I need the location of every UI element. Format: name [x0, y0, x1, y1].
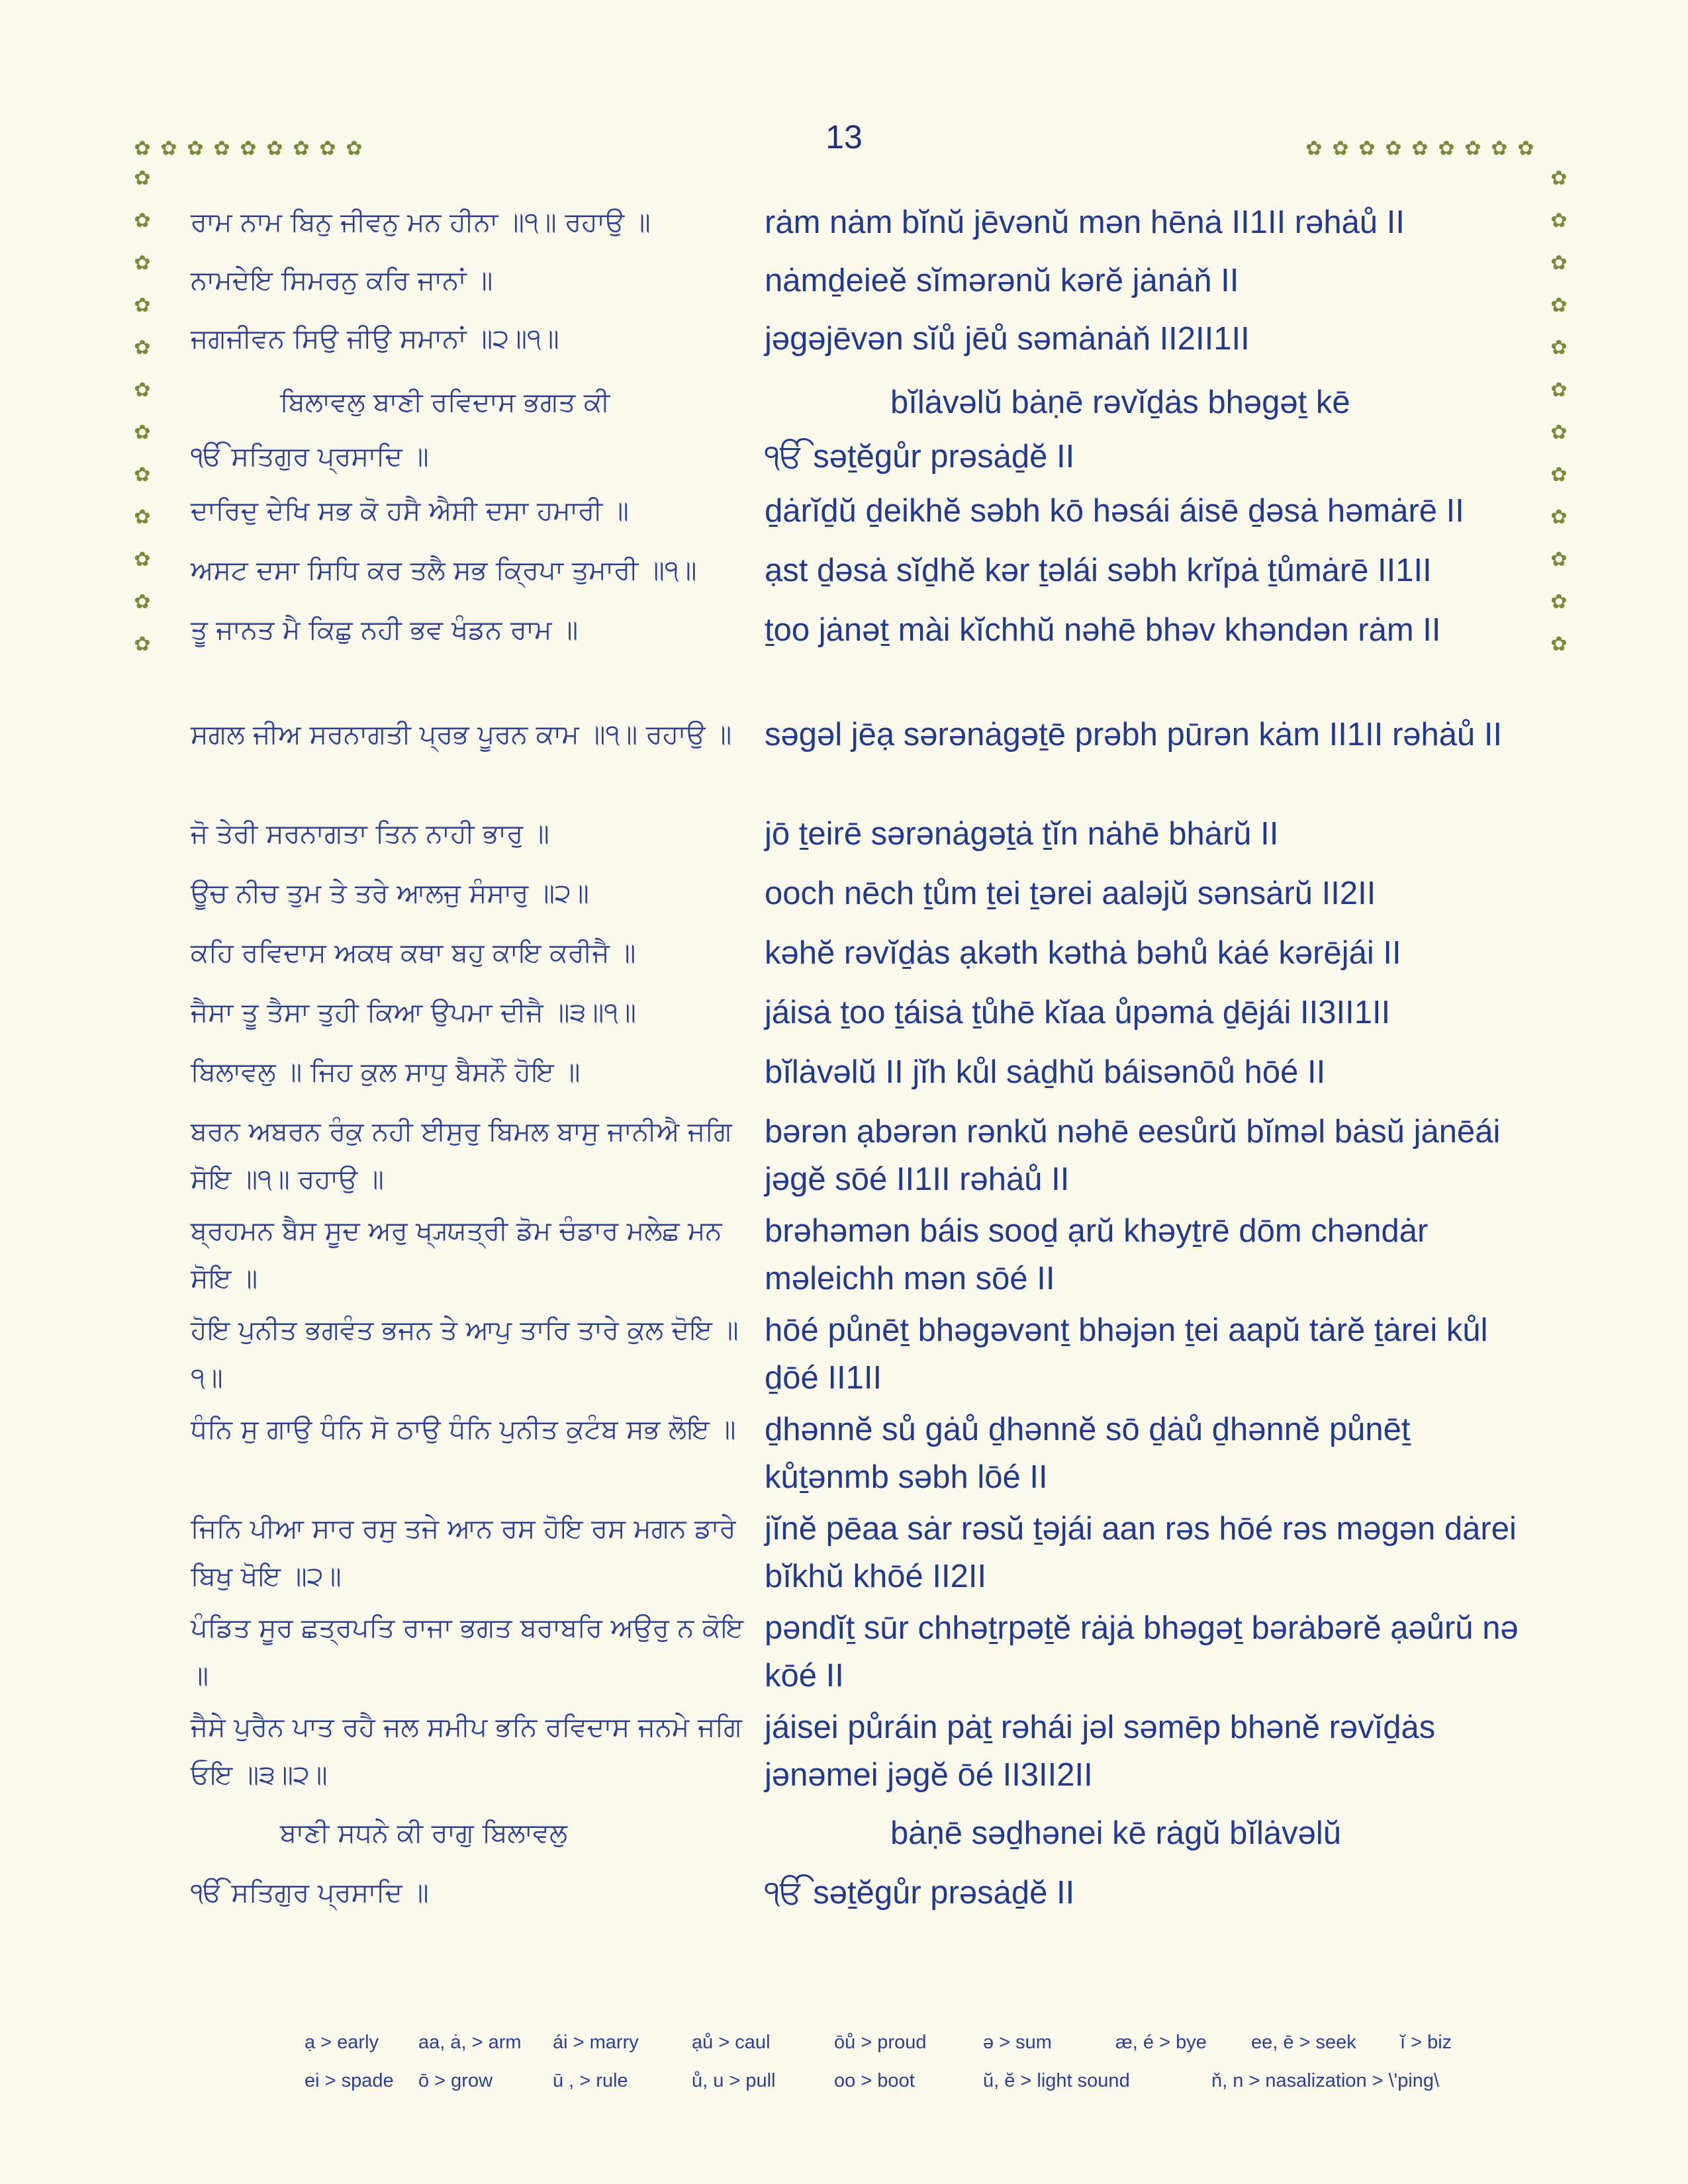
flower-ornament-icon: ✿: [1550, 379, 1568, 402]
section-heading-gurmukhi: ਬਾਣੀ ਸਧਨੇ ਕੀ ਰਾਗੁ ਬਿਲਾਵਲੁ: [280, 1818, 567, 1848]
transliteration-line: bĭlȧvəlŭ II jĭh kůl sȧḏhŭ báisənōů hōé II: [765, 1054, 1326, 1090]
legend-entry: ĭ > biz: [1400, 2032, 1452, 2053]
flower-ornament-icon: ✿: [346, 137, 363, 160]
legend-entry: ái > marry: [553, 2032, 639, 2053]
flower-ornament-icon: ✿: [134, 167, 151, 190]
flower-ornament-icon: ✿: [134, 137, 151, 160]
flower-ornament-icon: ✿: [134, 336, 151, 359]
flower-ornament-icon: ✿: [187, 137, 204, 160]
legend-entry: oo > boot: [834, 2070, 915, 2091]
legend-entry: ee, ē > seek: [1251, 2032, 1356, 2053]
transliteration-line: ṯoo jȧnəṯ mài kĭchhŭ nəhē bhəv khəndən rȧm II: [765, 612, 1441, 648]
flower-ornament-icon: ✿: [134, 590, 151, 614]
flower-ornament-icon: ✿: [1550, 167, 1568, 190]
section-heading-translit: bĭlȧvəlŭ bȧṇē rəvĭḏȧs bhəgəṯ kē: [890, 385, 1350, 420]
transliteration-line: səgəl jēạ sərənȧgəṯē prəbh pūrən kȧm II1II rəhȧů II: [765, 717, 1503, 752]
flower-ornament-icon: ✿: [213, 137, 230, 160]
flower-ornament-icon: ✿: [1305, 137, 1323, 160]
legend-row: [305, 2032, 1496, 2070]
flower-ornament-icon: ✿: [1491, 137, 1508, 160]
legend-row: [305, 2070, 1496, 2109]
gurmukhi-line: ਤੂ ਜਾਨਤ ਮੈ ਕਿਛੁ ਨਹੀ ਭਵ ਖੰਡਨ ਰਾਮ ॥: [191, 615, 579, 645]
gurmukhi-line: ਨਾਮਦੇਇ ਸਿਮਰਨੁ ਕਰਿ ਜਾਨਾਂ ॥: [191, 265, 493, 296]
gurmukhi-line: ਹੋਇ ਪੁਨੀਤ ਭਗਵੰਤ ਭਜਨ ਤੇ ਆਪੁ ਤਾਰਿ ਤਾਰੇ ਕੁਲ ਦੋਇ ॥੧॥: [191, 1315, 739, 1393]
flower-ornament-icon: ✿: [134, 463, 151, 486]
flower-ornament-icon: ✿: [1550, 590, 1568, 614]
section-heading-gurmukhi: ਬਿਲਾਵਲੁ ਬਾਣੀ ਰਵਿਦਾਸ ਭਗਤ ਕੀ: [280, 387, 610, 418]
gurmukhi-line: ਕਹਿ ਰਵਿਦਾਸ ਅਕਥ ਕਥਾ ਬਹੁ ਕਾਇ ਕਰੀਜੈ ॥: [191, 938, 636, 968]
flower-ornament-icon: ✿: [1550, 294, 1568, 317]
legend-entry: ů, u > pull: [692, 2070, 776, 2091]
gurmukhi-line: ਜਗਜੀਵਨ ਸਿਉ ਜੀਉ ਸਮਾਨਾਂ ॥੨॥੧॥: [191, 324, 559, 354]
gurmukhi-line: ਦਾਰਿਦੁ ਦੇਖਿ ਸਭ ਕੋ ਹਸੈ ਐਸੀ ਦਸਾ ਹਮਾਰੀ ॥: [191, 496, 629, 526]
gurmukhi-line: ੴ ਸਤਿਗੁਰ ਪ੍ਰਸਾਦਿ ॥: [191, 1878, 429, 1908]
legend-entry: ō > grow: [418, 2070, 493, 2091]
legend-entry: ạů > caul: [692, 2032, 771, 2053]
transliteration-line: jáisȧ ṯoo ṯáisȧ ṯůhē kĭaa ůpəmȧ ḏējái II3II1II: [765, 995, 1391, 1030]
transliteration-line: jĭnĕ pēaa sȧr rəsŭ ṯəjái aan rəs hōé rəs məgən dȧrei bĭkhŭ khōé II2II: [765, 1511, 1517, 1594]
transliteration-line: kəhĕ rəvĭḏȧs ạkəth kəthȧ bəhů kȧé kərējái II: [765, 935, 1401, 971]
transliteration-line: ạst ḏəsȧ sĭḏhĕ kər ṯəlái səbh krĭpȧ ṯůmȧrē II1II: [765, 553, 1432, 588]
gurmukhi-line: ੴ ਸਤਿਗੁਰ ਪ੍ਰਸਾਦਿ ॥: [191, 441, 429, 472]
flower-ornament-icon: ✿: [1550, 633, 1568, 656]
flower-ornament-icon: ✿: [160, 137, 177, 160]
flower-ornament-icon: ✿: [1438, 137, 1455, 160]
legend-entry: aa, ȧ, > arm: [418, 2032, 522, 2053]
flower-ornament-icon: ✿: [134, 379, 151, 402]
gurmukhi-line: ਰਾਮ ਨਾਮ ਬਿਨੁ ਜੀਵਨੁ ਮਨ ਹੀਨਾ ॥੧॥ ਰਹਾਉ ॥: [191, 207, 651, 238]
gurmukhi-line: ਜਿਨਿ ਪੀਆ ਸਾਰ ਰਸੁ ਤਜੇ ਆਨ ਰਸ ਹੋਇ ਰਸ ਮਗਨ ਡਾਰੇ ਬਿਖੁ ਖੋਇ ॥੨॥: [191, 1514, 736, 1592]
legend-entry: ei > spade: [305, 2070, 394, 2091]
flower-ornament-icon: ✿: [134, 633, 151, 656]
flower-ornament-icon: ✿: [1332, 137, 1349, 160]
flower-ornament-icon: ✿: [1550, 251, 1568, 275]
flower-ornament-icon: ✿: [1411, 137, 1429, 160]
transliteration-line: nȧmḏeieĕ sĭmərənŭ kərĕ jȧnȧň II: [765, 263, 1239, 298]
gurmukhi-line: ਜੈਸੇ ਪੁਰੈਨ ਪਾਤ ਰਹੈ ਜਲ ਸਮੀਪ ਭਨਿ ਰਵਿਦਾਸ ਜਨਮੇ ਜਗਿ ਓਇ ॥੩॥੨॥: [191, 1712, 742, 1790]
gurmukhi-line: ਸਗਲ ਜੀਅ ਸਰਨਾਗਤੀ ਪ੍ਰਭ ਪੂਰਨ ਕਾਮ ॥੧॥ ਰਹਾਉ ॥: [191, 719, 732, 750]
flower-ornament-icon: ✿: [1517, 137, 1534, 160]
transliteration-line: jəgəjēvən sĭů jēů səmȧnȧň II2II1II: [765, 321, 1250, 357]
transliteration-line: bərən ạbərən rənkŭ nəhē eesůrŭ bĭməl bȧsŭ jȧnēái jəgĕ sōé II1II rəhȧů II: [765, 1114, 1501, 1197]
gurmukhi-line: ਧੰਨਿ ਸੁ ਗਾਉ ਧੰਨਿ ਸੋ ਠਾਉ ਧੰਨਿ ਪੁਨੀਤ ਕੁਟੰਬ ਸਭ ਲੋਇ ॥: [191, 1414, 736, 1445]
flower-ornament-icon: ✿: [1550, 336, 1568, 359]
pronunciation-legend: [305, 2032, 1496, 2109]
gurmukhi-line: ਅਸਟ ਦਸਾ ਸਿਧਿ ਕਰ ਤਲੈ ਸਭ ਕ੍ਰਿਪਾ ਤੁਮਾਰੀ ॥੧॥: [191, 555, 697, 586]
section-heading-translit: bȧṇē səḏhənei kē rȧgŭ bĭlȧvəlŭ: [890, 1815, 1342, 1851]
flower-ornament-icon: ✿: [1550, 209, 1568, 232]
legend-entry: ŭ, ĕ > light sound: [983, 2070, 1130, 2091]
transliteration-line: ḏȧrĭḏŭ ḏeikhĕ səbh kō həsái áisē ḏəsȧ həmȧrē II: [765, 493, 1464, 529]
flower-ornament-icon: ✿: [1550, 506, 1568, 529]
flower-ornament-icon: ✿: [1550, 463, 1568, 486]
flower-ornament-icon: ✿: [293, 137, 310, 160]
flower-ornament-icon: ✿: [240, 137, 257, 160]
gurmukhi-line: ਜੈਸਾ ਤੂ ਤੈਸਾ ਤੁਹੀ ਕਿਆ ਉਪਮਾ ਦੀਜੈ ॥੩॥੧॥: [191, 997, 636, 1028]
transliteration-line: jō ṯeirē sərənȧgəṯȧ ṯĭn nȧhē bhȧrŭ II: [765, 816, 1279, 852]
flower-ornament-icon: ✿: [134, 548, 151, 571]
flower-ornament-icon: ✿: [134, 294, 151, 317]
gurmukhi-line: ਬਰਨ ਅਬਰਨ ਰੰਕੁ ਨਹੀ ਈਸੁਰੁ ਬਿਮਲ ਬਾਸੁ ਜਾਨੀਐ ਜਗਿ ਸੋਇ ॥੧॥ ਰਹਾਉ ॥: [191, 1116, 732, 1195]
flower-ornament-icon: ✿: [1550, 548, 1568, 571]
transliteration-line: hōé půnēṯ bhəgəvənṯ bhəjən ṯei aapŭ tȧrĕ ṯȧrei kůl ḏōé II1II: [765, 1312, 1488, 1396]
transliteration-line: ooch nēch ṯům ṯei ṯərei aaləjŭ sənsȧrŭ II2II: [765, 876, 1376, 911]
legend-entry: ə > sum: [983, 2032, 1052, 2053]
legend-entry: ōů > proud: [834, 2032, 927, 2053]
gurmukhi-line: ਊਚ ਨੀਚ ਤੁਮ ਤੇ ਤਰੇ ਆਲਜੁ ਸੰਸਾਰੁ ॥੨॥: [191, 878, 589, 909]
legend-entry: ū , > rule: [553, 2070, 628, 2091]
flower-ornament-icon: ✿: [134, 421, 151, 444]
transliteration-line: rȧm nȧm bĭnŭ jēvənŭ mən hēnȧ II1II rəhȧů II: [765, 205, 1405, 240]
transliteration-line: jáisei půráin pȧṯ rəhái jəl səmēp bhənĕ rəvĭḏȧs jənəmei jəgĕ ōé II3II2II: [765, 1709, 1436, 1793]
legend-entry: æ, é > bye: [1115, 2032, 1207, 2053]
flower-ornament-icon: ✿: [134, 251, 151, 275]
transliteration-line: brəhəmən báis sooḏ ạrŭ khəyṯrē dōm chəndȧr məleichh mən sōé II: [765, 1213, 1429, 1297]
flower-ornament-icon: ✿: [266, 137, 283, 160]
flower-ornament-icon: ✿: [1550, 421, 1568, 444]
transliteration-line: ḏhənnĕ sů gȧů ḏhənnĕ sō ḏȧů ḏhənnĕ půnēṯ kůṯənmb səbh lōé II: [765, 1412, 1411, 1495]
gurmukhi-line: ਜੋ ਤੇਰੀ ਸਰਨਾਗਤਾ ਤਿਨ ਨਾਹੀ ਭਾਰੁ ॥: [191, 819, 549, 849]
flower-ornament-icon: ✿: [134, 209, 151, 232]
flower-ornament-icon: ✿: [1385, 137, 1402, 160]
legend-entry: ạ > early: [305, 2032, 379, 2053]
gurmukhi-line: ਪੰਡਿਤ ਸੂਰ ਛਤ੍ਰਪਤਿ ਰਾਜਾ ਭਗਤ ਬਰਾਬਰਿ ਅਉਰੁ ਨ ਕੋਇ ॥: [191, 1613, 744, 1691]
flower-ornament-icon: ✿: [1358, 137, 1376, 160]
transliteration-line: ੴ səṯĕgůr prəsȧḏĕ II: [765, 1875, 1075, 1911]
transliteration-line: ੴ səṯĕgůr prəsȧḏĕ II: [765, 439, 1075, 475]
page-number: 13: [825, 118, 863, 156]
flower-ornament-icon: ✿: [134, 506, 151, 529]
gurmukhi-line: ਬ੍ਰਹਮਨ ਬੈਸ ਸੂਦ ਅਰੁ ਖ੍ਯ੍ਯਤ੍ਰੀ ਡੋਮ ਚੰਡਾਰ ਮਲੇਛ ਮਨ ਸੋਇ ॥: [191, 1216, 722, 1294]
transliteration-line: pəndĭṯ sūr chhəṯrpəṯĕ rȧjȧ bhəgəṯ bərȧbərĕ ạəůrŭ nə kōé II: [765, 1610, 1519, 1694]
legend-entry: ň, n > nasalization > \'ping\: [1211, 2070, 1440, 2091]
flower-ornament-icon: ✿: [319, 137, 336, 160]
flower-ornament-icon: ✿: [1464, 137, 1481, 160]
gurmukhi-line: ਬਿਲਾਵਲੁ ॥ ਜਿਹ ਕੁਲ ਸਾਧੁ ਬੈਸਨੌ ਹੋਇ ॥: [191, 1057, 581, 1087]
